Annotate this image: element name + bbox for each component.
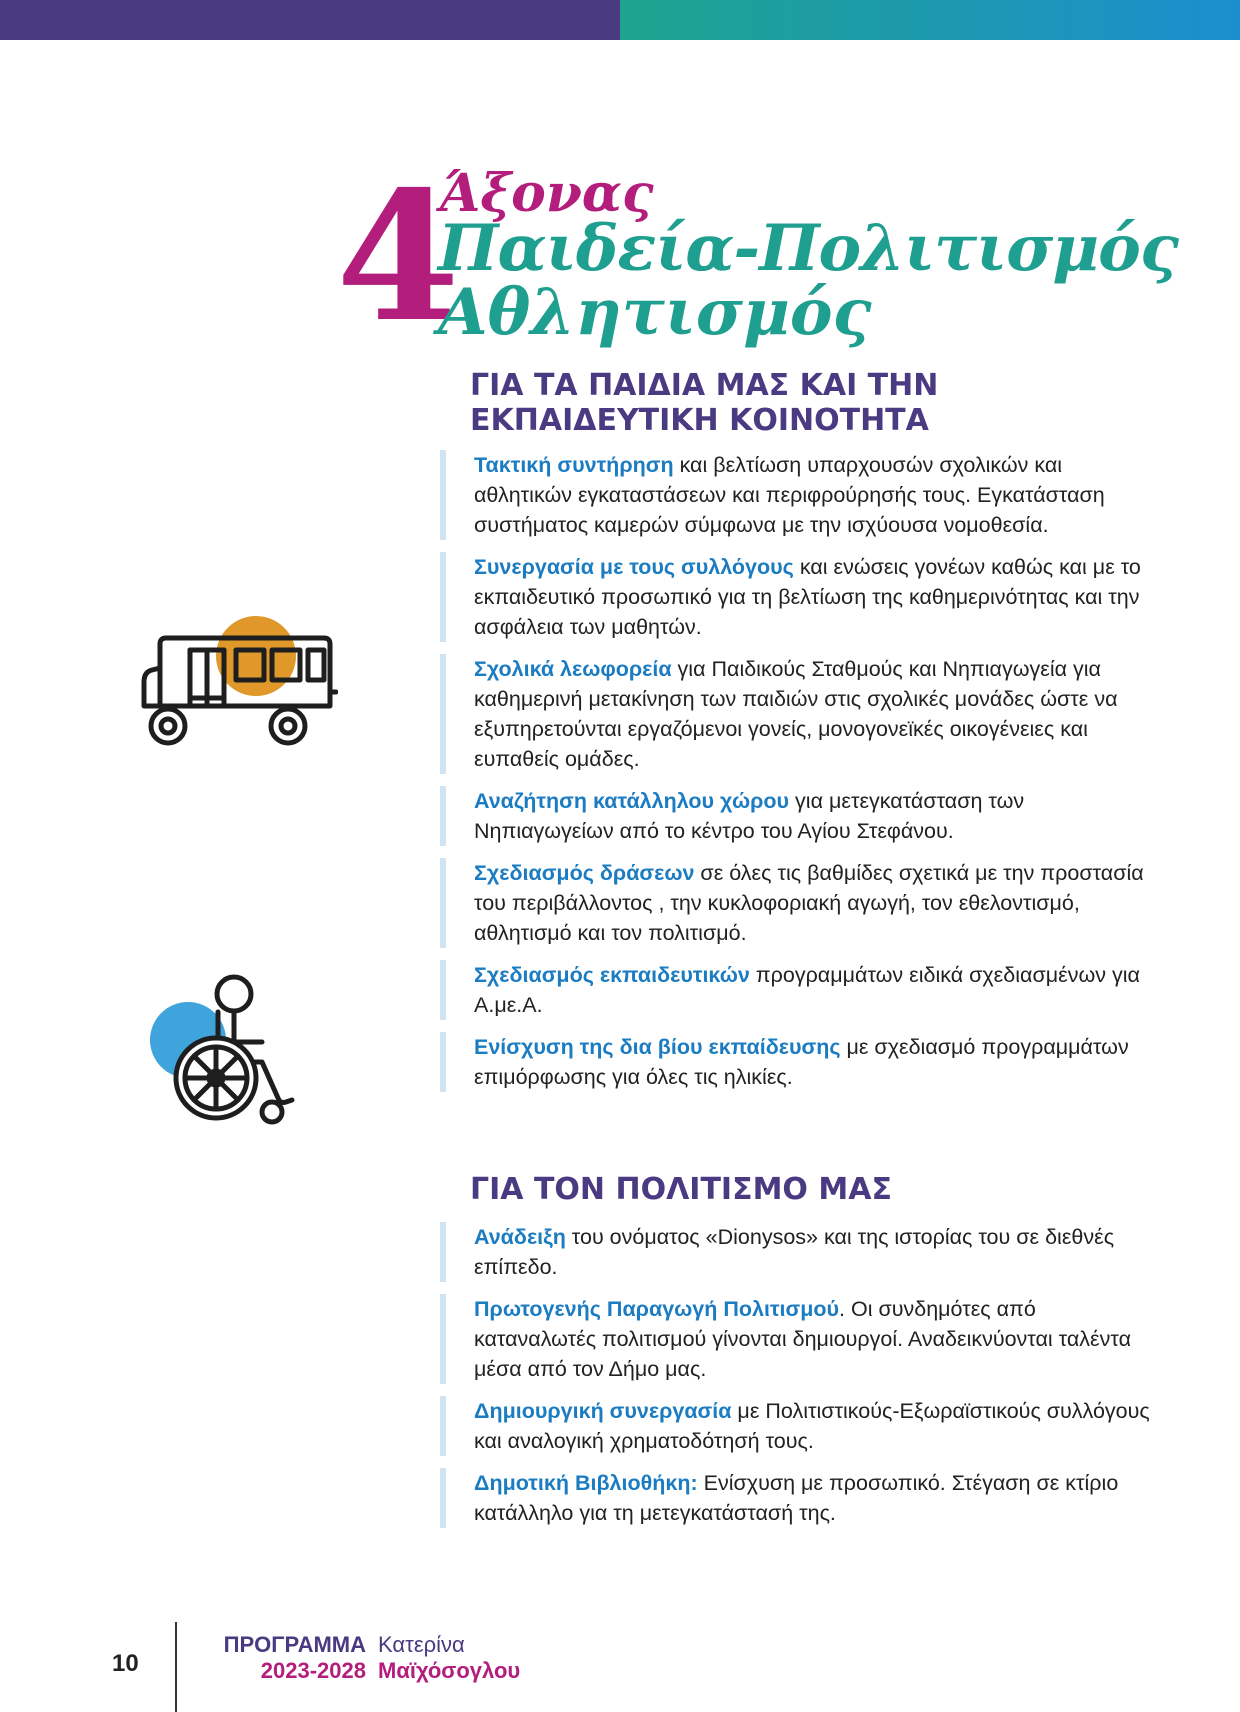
wheelchair-icon [150, 970, 330, 1135]
page-title-line1: Παιδεία-Πολιτισμός [438, 211, 1178, 286]
item-highlight: Τακτική συντήρηση [474, 453, 674, 477]
footer-program-years: 2023-2028 [260, 1658, 366, 1683]
school-bus-icon [138, 612, 338, 767]
item-highlight: Συνεργασία με τους συλλόγους [474, 555, 794, 579]
list-item [440, 786, 1160, 846]
footer-surname: Μαϊχόσογλου [378, 1658, 521, 1683]
section-heading-line2: ΕΚΠΑΙΔΕΥΤΙΚΗ ΚΟΙΝΟΤΗΤΑ [470, 403, 929, 438]
item-highlight: Αναζήτηση κατάλληλου χώρου [474, 789, 790, 813]
list-item [440, 1294, 1160, 1384]
item-text: και βελτίωση υπαρχουσών σχολικών και αθλητικών εγκαταστάσεων και περιφρούρησής τους. Εγκατάσταση συστήματος καμερών σύμφωνα με την ισχύουσα νομοθεσία. [474, 453, 1105, 537]
section-heading-children [470, 368, 938, 438]
item-text: με σχεδιασμό προγραμμάτων επιμόρφωσης για όλες τις ηλικίες. [474, 1035, 1129, 1089]
item-text: με Πολιτιστικούς-Εξωραϊστικούς συλλόγους και αναλογική χρηματοδότησή τους. [474, 1399, 1150, 1453]
item-highlight: Δημοτική Βιβλιοθήκη: [474, 1471, 698, 1495]
top-color-bar [0, 0, 1240, 40]
footer-candidate-name [378, 1632, 520, 1684]
item-text: για Παιδικούς Σταθμούς και Νηπιαγωγεία για καθημερινή μετακίνηση των παιδιών στις σχολικές μονάδες ώστε να εξυπηρετούνται εργαζόμενοι γονείς, μονογονεϊκές οικογένειες και ευπαθείς ομάδες. [474, 657, 1118, 771]
footer-divider [175, 1622, 177, 1712]
list-item [440, 1396, 1160, 1456]
item-text: . Οι συνδημότες από καταναλωτές πολιτισμού γίνονται δημιουργοί. Αναδεικνύονται ταλέντα μέσα από τον Δήμο μας. [474, 1297, 1131, 1381]
page-number: 10 [112, 1650, 139, 1677]
item-highlight: Ανάδειξη [474, 1225, 566, 1249]
item-highlight: Πρωτογενής Παραγωγή Πολιτισμού [474, 1297, 840, 1321]
footer-program [206, 1632, 366, 1684]
page-title-line2: Αθλητισμός [438, 275, 872, 350]
top-bar-gradient-segment [620, 0, 1240, 40]
list-item [440, 1222, 1160, 1282]
axis-label: Άξονας [440, 163, 654, 224]
footer-first-name: Κατερίνα [378, 1632, 465, 1657]
item-highlight: Ενίσχυση της δια βίου εκπαίδευσης [474, 1035, 841, 1059]
list-item [440, 654, 1160, 774]
list-item [440, 450, 1160, 540]
list-item [440, 960, 1160, 1020]
list-item [440, 1468, 1160, 1528]
footer-program-title: ΠΡΟΓΡΑΜΜΑ [223, 1632, 366, 1657]
item-text: του ονόματος «Dionysos» και της ιστορίας του σε διεθνές επίπεδο. [474, 1225, 1115, 1279]
axis-number: 4 [336, 152, 460, 361]
item-highlight: Σχολικά λεωφορεία [474, 657, 672, 681]
item-text: Ενίσχυση με προσωπικό. Στέγαση σε κτίριο κατάλληλο για τη μετεγκατάστασή της. [474, 1471, 1119, 1525]
list-item [440, 1032, 1160, 1092]
item-text: και ενώσεις γονέων καθώς και με το εκπαιδευτικό προσωπικό για τη βελτίωση της καθημερινότητας και την ασφάλεια των μαθητών. [474, 555, 1141, 639]
culture-items-list [440, 1222, 1160, 1540]
list-item [440, 552, 1160, 642]
top-bar-purple-segment [0, 0, 620, 40]
section-heading-line1: ΓΙΑ ΤΑ ΠΑΙΔΙΑ ΜΑΣ ΚΑΙ ΤΗΝ [470, 368, 939, 403]
item-highlight: Σχεδιασμός δράσεων [474, 861, 695, 885]
section-heading-culture: ΓΙΑ ΤΟΝ ΠΟΛΙΤΙΣΜΟ ΜΑΣ [470, 1172, 892, 1207]
list-item [440, 858, 1160, 948]
item-highlight: Σχεδιασμός εκπαιδευτικών [474, 963, 750, 987]
item-text: σε όλες τις βαθμίδες σχετικά με την προστασία του περιβάλλοντος , την κυκλοφοριακή αγωγή, τον εθελοντισμό, αθλητισμό και τον πολιτισμό. [474, 861, 1144, 945]
education-items-list [440, 450, 1160, 1104]
item-text: προγραμμάτων ειδικά σχεδιασμένων για Α.με.Α. [474, 963, 1140, 1017]
item-text: για μετεγκατάσταση των Νηπιαγωγείων από το κέντρο του Αγίου Στεφάνου. [474, 789, 1025, 843]
item-highlight: Δημιουργική συνεργασία [474, 1399, 732, 1423]
